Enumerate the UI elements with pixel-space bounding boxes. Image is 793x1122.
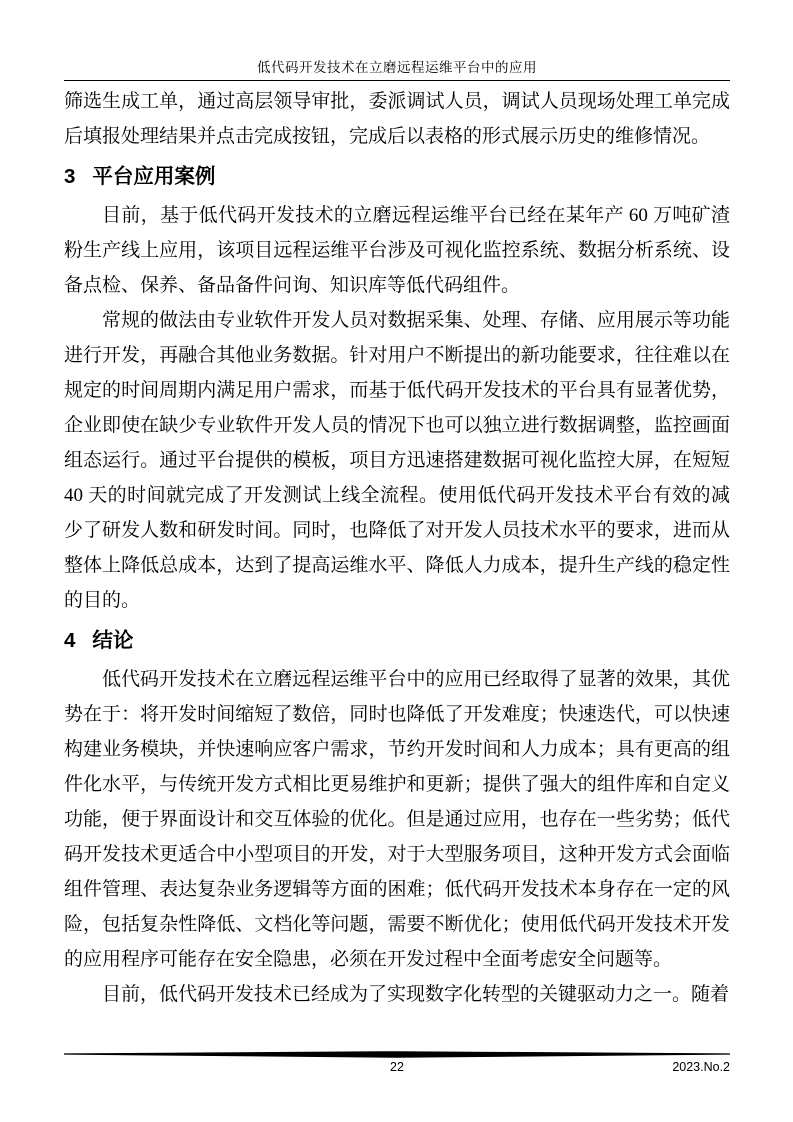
header-rule [64,80,730,81]
footer-rule [64,1051,730,1058]
section-4-number: 4 [64,629,76,652]
footer-row [64,1059,730,1077]
section-4-paragraph-2: 目前，低代码开发技术已经成为了实现数字化转型的关键驱动力之一。随着 [102,984,730,1005]
page-footer [64,1051,730,1077]
section-4-paragraph-1: 低代码开发技术在立磨远程运维平台中的应用已经取得了显著的效果，其优势在于：将开发时间缩短了数倍，同时也降低了开发难度；快速迭代，可以快速构建业务模块，并快速响应客户需求，节约开发时间和人力成本；具有更高的组件化水平，与传统开发方式相比更易维护和更新；提供了强大的组件库和自定义功能，便于界面设计和交互体验的优化。但是通过应用，也存在一些劣势；低代码开发技术更适合中小型项目的开发，对于大型服务项目，这种开发方式会面临组件管理、表达复杂业务逻辑等方面的困难；低代码开发技术本身存在一定的风险，包括复杂性降低、文档化等问题，需要不断优化；使用低代码开发技术开发的应用程序可能存在安全隐患，必须在开发过程中全面考虑安全问题等。 [64,669,730,970]
section-3-title: 平台应用案例 [92,165,216,188]
content-frame [64,0,730,1012]
section-3-paragraph-2: 常规的做法由专业软件开发人员对数据采集、处理、存储、应用展示等功能进行开发，再融合其他业务数据。针对用户不断提出的新功能要求，往往难以在规定的时间周期内满足用户需求，而基于低代码开发技术的平台具有显著优势，企业即使在缺少专业软件开发人员的情况下也可以独立进行数据调整，监控画面组态运行。通过平台提供的模板，项目方迅速搭建数据可视化监控大屏，在短短 40 天的时间就完成了开发测试上线全流程。使用低代码开发技术平台有效的减少了研发人数和研发时间。同时，也降低了对开发人员技术水平的要求，进而从整体上降低总成本，达到了提高运维水平、降低人力成本，提升生产线的稳定性的目的。 [64,310,730,611]
running-title: 低代码开发技术在立磨远程运维平台中的应用 [257,60,537,75]
article-body [64,84,730,1012]
section-3-number: 3 [64,165,76,188]
paragraph-continuation: 筛选生成工单，通过高层领导审批，委派调试人员，调试人员现场处理工单完成后填报处理结果并点击完成按钮，完成后以表格的形式展示历史的维修情况。 [64,91,730,147]
section-3-heading [64,163,730,190]
section-4-heading [64,627,730,654]
section-4-title: 结论 [92,629,134,652]
section-3-paragraph-1: 目前，基于低代码开发技术的立磨远程运维平台已经在某年产 60 万吨矿渣粉生产线上应用，该项目远程运维平台涉及可视化监控系统、数据分析系统、设备点检、保养、备品备件问询、知识库等低代码组件。 [64,205,730,296]
page-number: 22 [390,1060,404,1074]
issue-number: 2023.No.2 [672,1060,730,1074]
